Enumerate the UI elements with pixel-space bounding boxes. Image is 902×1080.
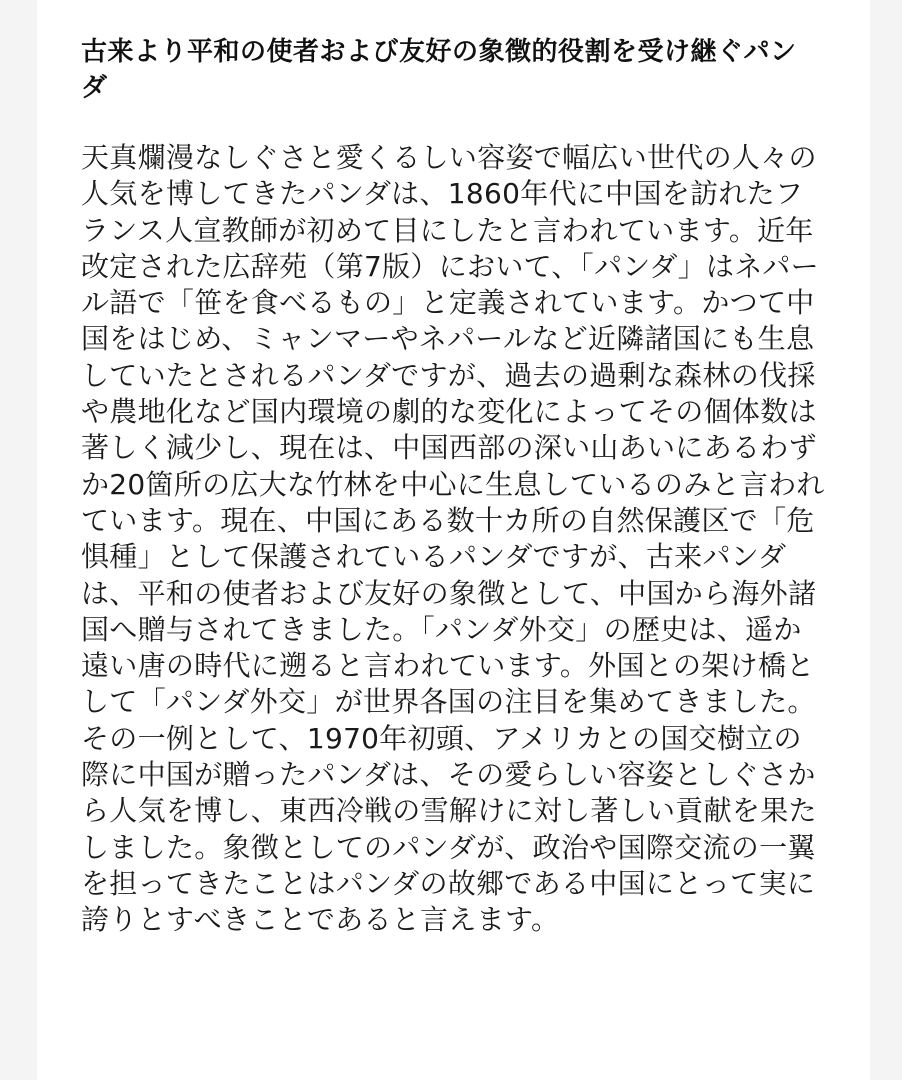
article-page — [37, 0, 870, 1080]
article-title: 古来より平和の使者および友好の象徴的役割を受け継ぐパンダ — [81, 37, 797, 103]
article-body: 天真爛漫なしぐさと愛くるしい容姿で幅広い世代の人々の人気を博してきたパンダは、1860年代に中国を訪れたフランス人宣教師が初めて目にしたと言われています。近年改定された広辞苑（第7版）において、「パンダ」はネパール語で「笹を食べるもの」と定義されています。かつて中国をはじめ、ミャンマーやネパールなど近隣諸国にも生息していたとされるパンダですが、過去の過剰な森林の伐採や農地化など国内環境の劇的な変化によってその個体数は著しく減少し、現在は、中国西部の深い山あいにあるわずか20箇所の広大な竹林を中心に生息しているのみと言われています。現在、中国にある数十カ所の自然保護区で「危惧種」として保護されているパンダですが、古来パンダは、平和の使者および友好の象徴として、中国から海外諸国へ贈与されてきました。「パンダ外交」の歴史は、遥か遠い唐の時代に遡ると言われています。外国との架け橋として「パンダ外交」が世界各国の注目を集めてきました。その一例として、1970年初頭、アメリカとの国交樹立の際に中国が贈ったパンダは、その愛らしい容姿としぐさから人気を博し、東西冷戦の雪解けに対し著しい貢献を果たしました。象徴としてのパンダが、政治や国際交流の一翼を担ってきたことはパンダの故郷である中国にとって実に誇りとすべきことであると言えます。 — [81, 141, 825, 937]
